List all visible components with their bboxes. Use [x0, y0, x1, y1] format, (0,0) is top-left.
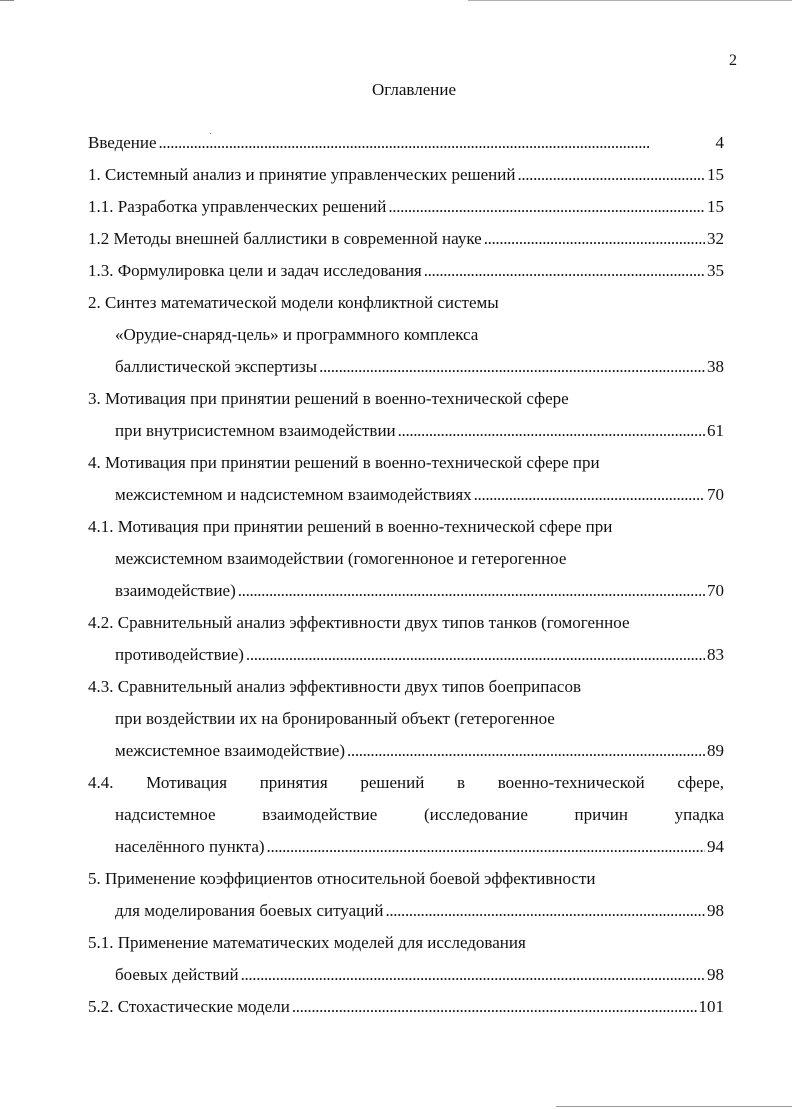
toc-entry-text: 2. Синтез математической модели конфликтной системы [88, 293, 499, 312]
toc-entry-text: 4. Мотивация при принятии решений в военно-технической сфере при [88, 453, 600, 472]
toc-entry-3[interactable] [88, 383, 724, 447]
toc-entry-1-1[interactable] [88, 191, 724, 223]
dot-leader [241, 959, 705, 991]
toc-entry-1-3[interactable] [88, 255, 724, 287]
toc-entry-text: 4.2. Сравнительный анализ эффективности двух типов танков (гомогенное [88, 613, 630, 632]
toc-entry-1-2[interactable] [88, 223, 724, 255]
toc-entry-5-1[interactable] [88, 927, 724, 991]
toc-entry-text: противодействие) [115, 645, 244, 664]
toc-entry-4[interactable] [88, 447, 724, 511]
toc-entry-page: 32 [707, 229, 724, 248]
toc-entry-last-line [88, 959, 724, 991]
toc-entry-5[interactable] [88, 863, 724, 927]
dot-leader [267, 831, 705, 863]
page-number: 2 [729, 52, 737, 69]
toc-entry-5-2[interactable] [88, 991, 724, 1023]
toc-entry-text: 4.4. Мотивация принятия решений в военно-технической сфере, [88, 773, 724, 792]
toc-entry-4-4[interactable] [88, 767, 724, 863]
dot-leader [388, 191, 705, 223]
dot-leader [484, 223, 705, 255]
toc-entry-text: 5.1. Применение математических моделей для исследования [88, 933, 526, 952]
toc-entry-last-line [88, 575, 724, 607]
toc-entry-text: баллистической экспертизы [115, 357, 318, 376]
toc-entry-page: 61 [707, 421, 724, 440]
toc-entry-page: 70 [707, 581, 724, 600]
dot-leader [246, 639, 705, 671]
toc-entry-last-line [88, 831, 724, 863]
dot-leader [398, 415, 705, 447]
toc-entry-4-3[interactable] [88, 671, 724, 767]
scan-mark-bottom-right [556, 1106, 792, 1107]
toc-entry-text: для моделирования боевых ситуаций [115, 901, 384, 920]
toc-entry-text: при внутрисистемном взаимодействии [115, 421, 396, 440]
dot-leader [238, 575, 705, 607]
toc-entry-2[interactable] [88, 287, 724, 383]
toc-entry-text: 1. Системный анализ и принятие управленческих решений [88, 165, 516, 184]
toc-entry-text: надсистемное взаимодействие (исследование причин упадка [115, 805, 724, 824]
dot-leader [424, 255, 705, 287]
toc-entry-page: 70 [707, 485, 724, 504]
dot-leader [347, 735, 705, 767]
toc-entry-text: при воздействии их на бронированный объект (гетерогенное [115, 709, 555, 728]
toc-entry-page: 83 [707, 645, 724, 664]
toc-entry-page: 89 [707, 741, 724, 760]
toc-entry-text: 1.1. Разработка управленческих решений [88, 197, 387, 216]
toc-entry-4-1[interactable] [88, 511, 724, 607]
dot-leader [292, 991, 697, 1023]
toc-entry-text: 3. Мотивация при принятии решений в военно-технической сфере [88, 389, 569, 408]
toc-entry-last-line [88, 415, 724, 447]
dot-leader [159, 127, 714, 159]
page-title: Оглавление [372, 80, 456, 99]
toc-entry-text: межсистемном и надсистемном взаимодействиях [115, 485, 472, 504]
toc-entry-last-line [88, 735, 724, 767]
toc-entry-page: 94 [707, 837, 724, 856]
dot-leader [517, 159, 705, 191]
dot-leader [474, 479, 705, 511]
toc-entry-text: Введение [88, 133, 157, 152]
toc-entry-text: 5. Применение коэффициентов относительной боевой эффективности [88, 869, 596, 888]
scan-mark-top-left [0, 0, 14, 1]
dot-leader [319, 351, 705, 383]
toc-entry-text: 4.1. Мотивация при принятии решений в военно-технической сфере при [88, 517, 613, 536]
toc-entry-text: 1.2 Методы внешней баллистики в современной науке [88, 229, 482, 248]
toc-entry-text: 5.2. Стохастические модели [88, 997, 290, 1016]
toc-entry-text: населённого пункта) [115, 837, 265, 856]
toc-entry-page: 98 [707, 965, 724, 984]
toc-entry-1[interactable] [88, 159, 724, 191]
toc-entry-last-line [88, 639, 724, 671]
toc-entry-page: 15 [707, 197, 724, 216]
toc-entry-text: межсистемное взаимодействие) [115, 741, 346, 760]
toc-entry-last-line [88, 895, 724, 927]
toc-entry-text: взаимодействие) [115, 581, 236, 600]
toc-entry-page: 101 [698, 997, 724, 1016]
toc-entry-text: 4.3. Сравнительный анализ эффективности двух типов боеприпасов [88, 677, 581, 696]
toc-entry-last-line [88, 479, 724, 511]
toc-entry-page: 38 [707, 357, 724, 376]
toc-entry-page: 4 [715, 133, 724, 152]
scan-mark-top-right [468, 0, 792, 1]
toc-entry-page: 15 [707, 165, 724, 184]
toc-entry-text: 1.3. Формулировка цели и задач исследования [88, 261, 422, 280]
toc-entry-page: 98 [707, 901, 724, 920]
toc-entry-4-2[interactable] [88, 607, 724, 671]
table-of-contents [88, 127, 724, 1023]
toc-entry-text: «Орудие-снаряд-цель» и программного комплекса [115, 325, 479, 344]
toc-entry-page: 35 [707, 261, 724, 280]
toc-entry-intro[interactable] [88, 127, 724, 159]
toc-entry-last-line [88, 351, 724, 383]
toc-entry-text: межсистемном взаимодействии (гомогенноное и гетерогенное [115, 549, 567, 568]
dot-leader [385, 895, 705, 927]
toc-entry-text: боевых действий [115, 965, 239, 984]
